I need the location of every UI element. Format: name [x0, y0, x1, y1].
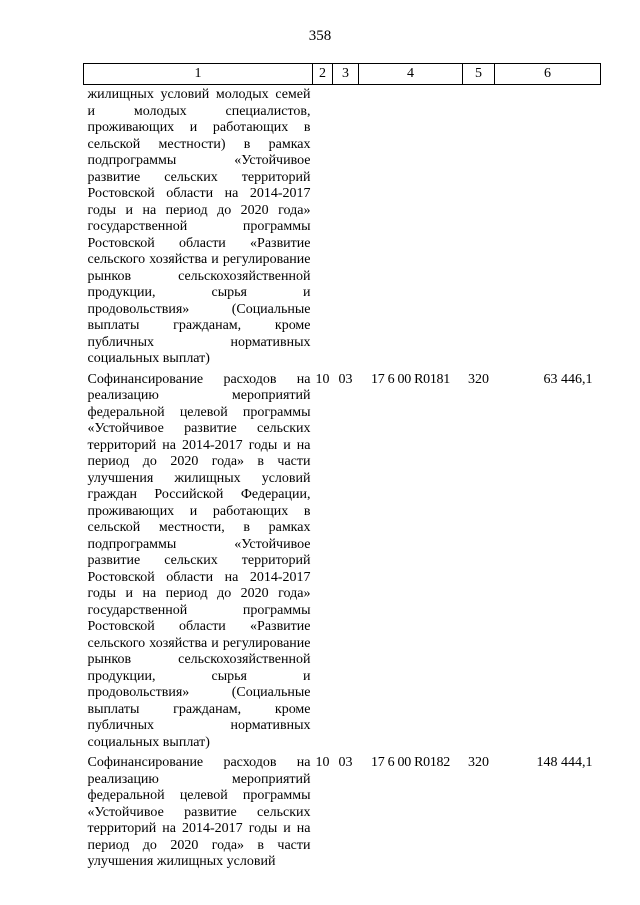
row-target-article: [359, 85, 463, 368]
table-row: [84, 751, 601, 871]
row-subsection-code: 03: [338, 755, 353, 770]
table-row: [84, 85, 601, 368]
row-description: жилищных условий молодых семей и молодых специалистов, проживающих и работающих в сельской местности) в рамках подпрограммы «Устойчивое развитие сельских территорий Ростовской области на 2014-2017 годы и на период до 2020 года» государственной программы Ростовской области «Развитие сельского хозяйства и регулирование рынков сельскохозяйственной продукции, сырья и продовольствия» (Социальные выплаты гражданам, кроме публичных нормативных социальных выплат): [87, 87, 311, 366]
row-description: Софинансирование расходов на реализацию мероприятий федеральной целевой программы «Устойчивое развитие сельских территорий на 2014-2017 годы и на период до 2020 года» в части улучшения жилищных условий: [87, 755, 311, 869]
row-section-code: 10: [315, 371, 330, 387]
column-header-5: 5: [463, 64, 495, 85]
row-expense-type: 320: [468, 755, 489, 770]
column-header-3: 3: [333, 64, 359, 85]
row-target-article: 17 6 00 R0181: [371, 371, 450, 387]
row-amount: [495, 85, 601, 368]
row-expense-type: 320: [468, 371, 489, 387]
budget-table: [83, 63, 601, 871]
row-subsection-code: 03: [338, 371, 353, 387]
page-number: 358: [308, 28, 332, 44]
row-target-article: 17 6 00 R0182: [371, 755, 450, 770]
row-amount: 63 446,1: [543, 371, 593, 387]
table-body: [84, 85, 601, 871]
column-header-6: 6: [495, 64, 601, 85]
table-header: [84, 64, 601, 85]
row-subsection-code: [333, 85, 359, 368]
column-header-1: 1: [84, 64, 313, 85]
row-amount: 148 444,1: [536, 755, 593, 770]
column-header-2: 2: [313, 64, 333, 85]
row-expense-type: [463, 85, 495, 368]
row-section-code: [313, 85, 333, 368]
row-section-code: 10: [315, 755, 330, 770]
table-row: [84, 368, 601, 752]
header-row: [84, 64, 601, 85]
row-description: Софинансирование расходов на реализацию мероприятий федеральной целевой программы «Устойчивое развитие сельских территорий на 2014-2017 годы и на период до 2020 года» в части улучшения жилищных условий граждан Российской Федерации, проживающих и работающих в сельской местности, в рамках подпрограммы «Устойчивое развитие сельских территорий Ростовской области на 2014-2017 годы и на период до 2020 года» государственной программы Ростовской области «Развитие сельского хозяйства и регулирование рынков сельскохозяйственной продукции, сырья и продовольствия» (Социальные выплаты гражданам, кроме публичных нормативных социальных выплат): [87, 371, 311, 750]
column-header-4: 4: [359, 64, 463, 85]
